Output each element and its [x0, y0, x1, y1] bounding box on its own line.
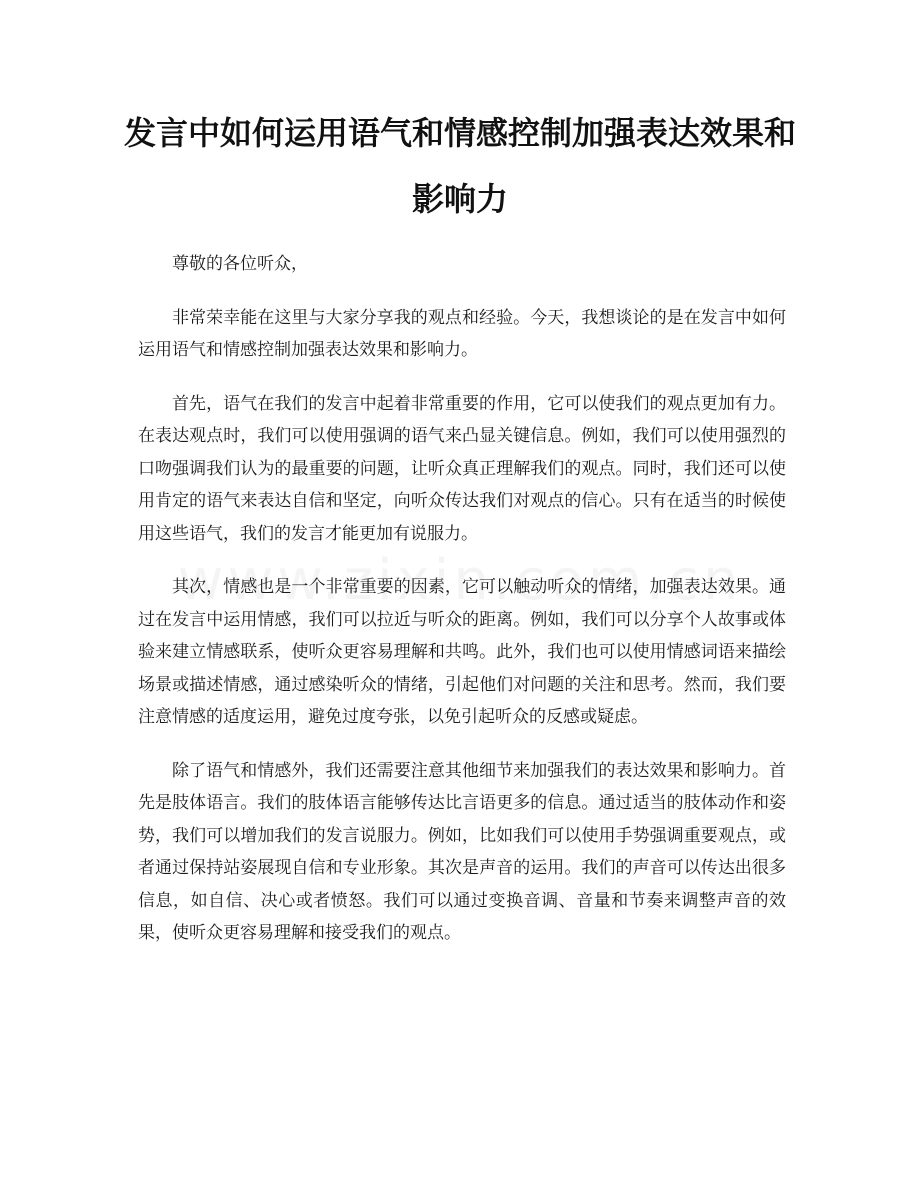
paragraph-intro: 非常荣幸能在这里与大家分享我的观点和经验。今天，我想谈论的是在发言中如何运用语气和情感控制加强表达效果和影响力。 [138, 307, 786, 360]
document-title: 发言中如何运用语气和情感控制加强表达效果和影响力 [123, 114, 796, 218]
paragraph-details: 除了语气和情感外，我们还需要注意其他细节来加强我们的表达效果和影响力。首先是肢体语言。我们的肢体语言能够传达比言语更多的信息。通过适当的肢体动作和姿势，我们可以增加我们的发言说服力。例如，比如我们可以使用手势强调重要观点，或者通过保持站姿展现自信和专业形象。其次是声音的运用。我们的声音可以传达出很多信息，如自信、决心或者愤怒。我们可以通过变换音调、音量和节奏来调整声音的效果，使听众更容易理解和接受我们的观点。 [138, 760, 786, 943]
paragraph-tone: 首先，语气在我们的发言中起着非常重要的作用，它可以使我们的观点更加有力。在表达观点时，我们可以使用强调的语气来凸显关键信息。例如，我们可以使用强烈的口吻强调我们认为的最重要的问题，让听众真正理解我们的观点。同时，我们还可以使用肯定的语气来表达自信和坚定，向听众传达我们对观点的信心。只有在适当的时候使用这些语气，我们的发言才能更加有说服力。 [138, 393, 786, 544]
paragraph-emotion: 其次，情感也是一个非常重要的因素，它可以触动听众的情绪，加强表达效果。通过在发言中运用情感，我们可以拉近与听众的距离。例如，我们可以分享个人故事或体验来建立情感联系，使听众更容易理解和共鸣。此外，我们也可以使用情感词语来描绘场景或描述情感，通过感染听众的情绪，引起他们对问题的关注和思考。然而，我们要注意情感的适度运用，避免过度夸张，以免引起听众的反感或疑虑。 [138, 577, 786, 727]
document-body [138, 248, 786, 971]
paragraph-salutation: 尊敬的各位听众， [172, 254, 308, 274]
